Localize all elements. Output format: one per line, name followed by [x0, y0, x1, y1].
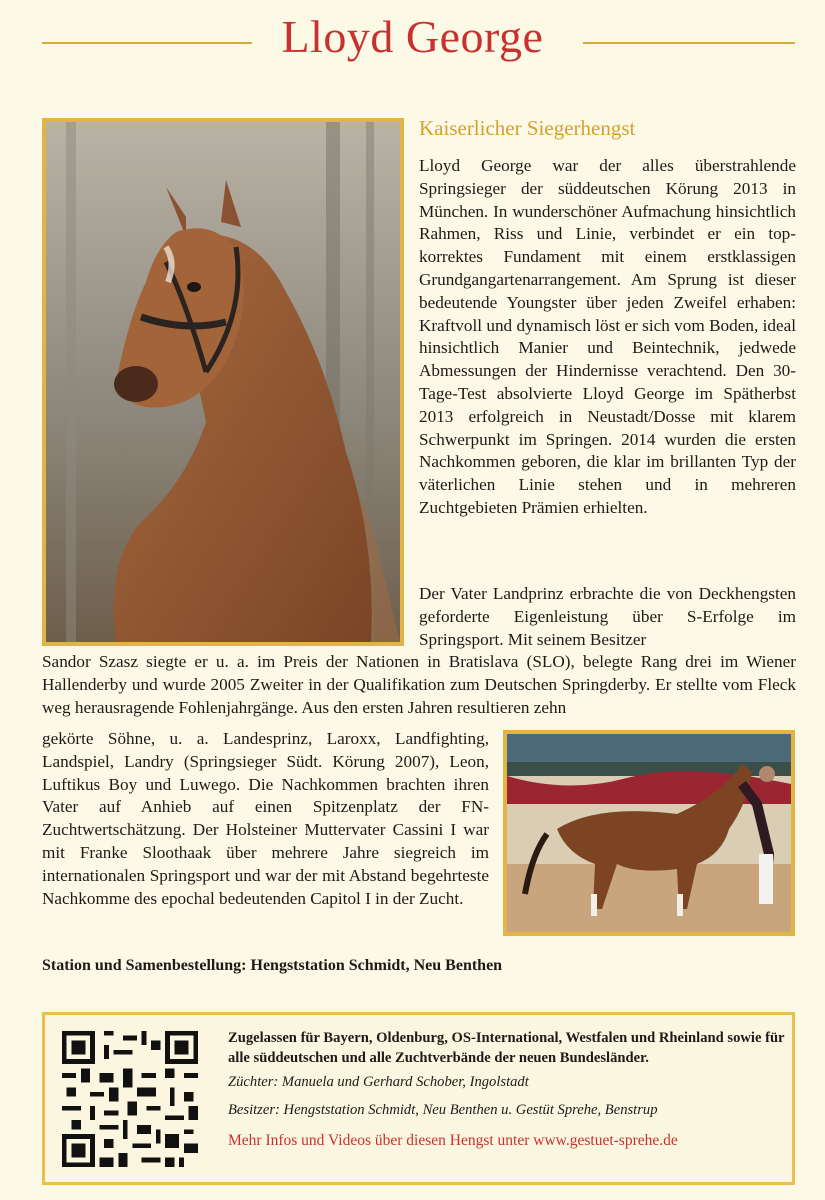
paragraph-description: Lloyd George war der alles überstrahlende Springsieger der süddeutschen Körung 2013 in München. In wunderschöner Aufmachung hinsichtlich Rahmen, Riss und Linie, verbindet er ein top-korrektes Fundament mit einem erstklassigen Grundgangartenarrangement. Am Sprung ist dieser bedeutende Youngster über jeden Zweifel erhaben: Kraftvoll und dynamisch löst er sich vom Boden, ideal hinsichtlich Manier und Beintechnik, jedwede Abmessungen der Hindernisse verachtend. Den 30-Tage-Test absolvierte Lloyd George im Spätherbst 2013 erfolgreich in Neustadt/Dosse mit klarem Schwerpunkt im Springen. 2014 wurden die ersten Nachkommen geboren, die klar im brillanten Typ der väterlichen Linie stehen und in mehreren Zuchtgebieten Prämien erhielten.: [419, 156, 796, 517]
station-info: Station und Samenbestellung: Hengststation Schmidt, Neu Benthen: [42, 957, 503, 974]
info-box: [42, 1012, 795, 1185]
page-title: Lloyd George: [281, 11, 544, 62]
paragraph-pedigree-part3: gekörte Söhne, u. a. Landesprinz, Laroxx, Landfighting, Landspiel, Landry (Springsieger Südt. Körung 2007), Leon, Luftikus Boy und Luwego. Die Nachkommen brachten ihren Vater auf Anhieb auf einen Spitzenplatz der FN-Zuchtwertschätzung. Der Holsteiner Muttervater Cassini I war mit Franke Sloothaak über mehrere Jahre siegreich im internationalen Springsport und war der mit Abstand begehrteste Nachkomme des epochal bedeutenden Capitol I in der Zucht.: [42, 729, 489, 908]
stallion-presentation-photo: [503, 730, 795, 936]
stallion-portrait-photo: [42, 118, 404, 646]
qr-code-icon[interactable]: [62, 1029, 198, 1169]
owner-text: Besitzer: Hengststation Schmidt, Neu Benthen u. Gestüt Sprehe, Benstrup: [228, 1102, 658, 1119]
section-subtitle: Kaiserlicher Siegerhengst: [419, 116, 636, 140]
paragraph-pedigree-part2: Sandor Szasz siegte er u. a. im Preis der Nationen in Bratislava (SLO), belegte Rang drei im Wiener Hallenderby und wurde 2005 Zweiter in der Qualifikation zum Deutschen Springderby. Er stellte vom Fleck weg herausragende Fohlenjahrgänge. Aus den ersten Jahren resultieren zehn: [42, 652, 796, 717]
breeder-text: Züchter: Manuela und Gerhard Schober, Ingolstadt: [228, 1074, 529, 1091]
approval-text: Zugelassen für Bayern, Oldenburg, OS-International, Westfalen und Rheinland sowie für alle süddeutschen und alle Zuchtverbände der neuen Bundesländer.: [228, 1030, 785, 1066]
more-info-link[interactable]: Mehr Infos und Videos über diesen Hengst unter www.gestuet-sprehe.de: [228, 1132, 678, 1150]
paragraph-pedigree-part1: Der Vater Landprinz erbrachte die von Deckhengsten geforderte Eigenleistung über S-Erfolge im Springsport. Mit seinem Besitzer: [419, 584, 796, 649]
